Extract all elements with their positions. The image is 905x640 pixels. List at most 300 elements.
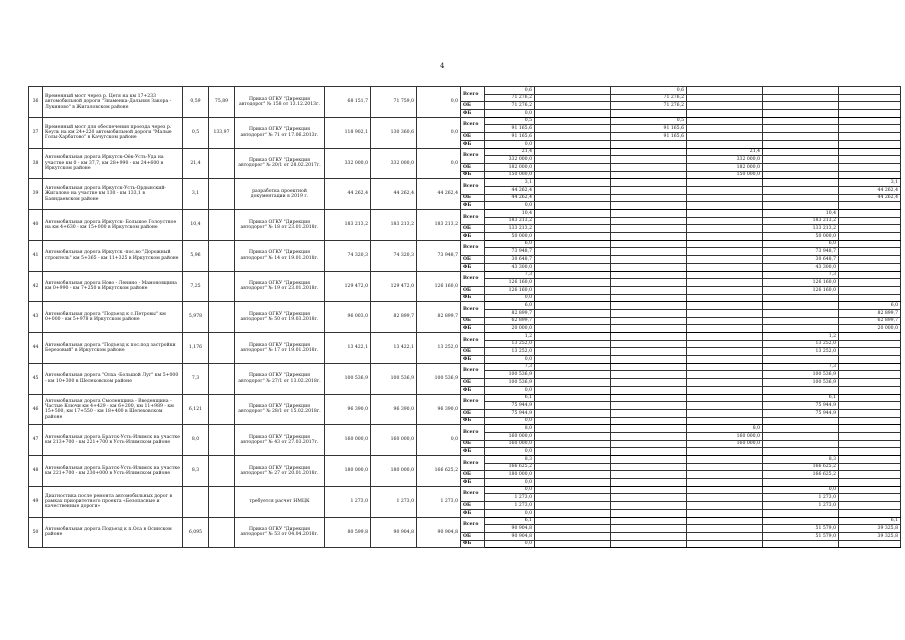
amount-cell: 0,0 [485, 386, 535, 394]
planned-cost: 82 899,7 [417, 302, 461, 333]
amount-cell: 44 262,4 [485, 194, 535, 202]
amount-cell: 8,0 [485, 425, 535, 433]
amount-cell [763, 517, 839, 525]
amount-cell [535, 102, 611, 110]
amount-cell [839, 432, 901, 440]
label-federal-budget: ФБ [461, 479, 485, 487]
amount-cell: 100 536,9 [485, 371, 535, 379]
amount-cell: 91 165,6 [611, 133, 687, 141]
amount-cell [611, 502, 687, 510]
amount-cell [839, 494, 901, 502]
amount-cell [535, 471, 611, 479]
amount-cell [611, 386, 687, 394]
amount-cell: 44 262,4 [839, 186, 901, 194]
amount-cell [535, 394, 611, 402]
cost-per-km [209, 517, 235, 548]
planned-cost: 0,0 [417, 117, 461, 148]
amount-cell: 75 944,9 [485, 402, 535, 410]
amount-cell: 160 000,0 [485, 440, 535, 448]
amount-cell: 71 276,2 [485, 94, 535, 102]
amount-cell [535, 356, 611, 364]
amount-cell: 6,0 [763, 240, 839, 248]
document-ref: требуется расчет НМЦК [235, 486, 325, 517]
amount-cell [535, 417, 611, 425]
label-regional-budget: ОБ [461, 317, 485, 325]
amount-cell [687, 102, 763, 110]
amount-cell [611, 409, 687, 417]
amount-cell [687, 233, 763, 241]
amount-cell [535, 140, 611, 148]
amount-cell [763, 102, 839, 110]
cost-per-km [209, 333, 235, 364]
table-row [29, 87, 901, 95]
table-row [29, 179, 901, 187]
amount-cell [839, 263, 901, 271]
amount-cell [611, 456, 687, 464]
label-federal-budget: ФБ [461, 540, 485, 548]
amount-cell: 1 273,0 [763, 502, 839, 510]
amount-cell [611, 494, 687, 502]
estimated-cost: 332 000,0 [325, 148, 371, 179]
amount-cell [611, 340, 687, 348]
object-name: Временный мост через р. Цетя на км 17+233 автомобильной дороги "Знаменка-Дальняя Закора - Лукиново" в Жигаловском районе [43, 87, 183, 118]
amount-cell: 75 944,9 [763, 409, 839, 417]
amount-cell [611, 163, 687, 171]
amount-cell: 160 000,0 [687, 432, 763, 440]
amount-cell [611, 263, 687, 271]
amount-cell [687, 448, 763, 456]
amount-cell [535, 371, 611, 379]
amount-cell: 0,0 [485, 140, 535, 148]
length-km: 5,978 [183, 302, 209, 333]
amount-cell [839, 140, 901, 148]
amount-cell [535, 409, 611, 417]
length-km: 8,3 [183, 456, 209, 487]
amount-cell [687, 263, 763, 271]
amount-cell [839, 240, 901, 248]
amount-cell: 51 579,0 [763, 532, 839, 540]
amount-cell [839, 540, 901, 548]
planned-cost: 0,0 [417, 87, 461, 118]
planned-cost: 166 625,2 [417, 456, 461, 487]
road-works-table [28, 86, 901, 548]
planned-cost: 0,0 [417, 148, 461, 179]
document-ref: Приказ ОГКУ "Дирекция автодорог" № 27/1 от 13.02.2018г. [235, 363, 325, 394]
amount-cell [839, 87, 901, 95]
contract-cost: 129 472,0 [371, 271, 417, 302]
amount-cell: 0,0 [485, 356, 535, 364]
amount-cell [687, 286, 763, 294]
amount-cell [687, 502, 763, 510]
amount-cell [611, 210, 687, 218]
row-number: 40 [29, 210, 43, 241]
amount-cell [687, 202, 763, 210]
amount-cell: 75 944,9 [763, 402, 839, 410]
amount-cell [839, 363, 901, 371]
amount-cell: 126 160,0 [763, 279, 839, 287]
row-number: 37 [29, 117, 43, 148]
amount-cell: 1 273,0 [485, 494, 535, 502]
estimated-cost: 160 000,0 [325, 425, 371, 456]
amount-cell [839, 156, 901, 164]
amount-cell [535, 294, 611, 302]
amount-cell: 182 000,0 [687, 163, 763, 171]
amount-cell: 91 165,6 [485, 133, 535, 141]
amount-cell: 1 273,0 [763, 494, 839, 502]
amount-cell [687, 317, 763, 325]
amount-cell [839, 248, 901, 256]
label-federal-budget: ФБ [461, 263, 485, 271]
length-km: 6,095 [183, 517, 209, 548]
amount-cell: 43 300,0 [485, 263, 535, 271]
estimated-cost: 44 262,4 [325, 179, 371, 210]
amount-cell [763, 110, 839, 118]
amount-cell [839, 286, 901, 294]
amount-cell [611, 417, 687, 425]
cost-per-km [209, 240, 235, 271]
amount-cell [687, 525, 763, 533]
amount-cell [839, 394, 901, 402]
amount-cell [535, 517, 611, 525]
label-regional-budget: ОБ [461, 256, 485, 264]
length-km: 21,4 [183, 148, 209, 179]
row-number: 41 [29, 240, 43, 271]
amount-cell [687, 294, 763, 302]
length-km: 5,96 [183, 240, 209, 271]
amount-cell: 126 160,0 [763, 286, 839, 294]
amount-cell: 8,3 [485, 456, 535, 464]
label-federal-budget: ФБ [461, 448, 485, 456]
amount-cell [687, 394, 763, 402]
amount-cell: 20 000,0 [485, 325, 535, 333]
cost-per-km [209, 302, 235, 333]
amount-cell [535, 317, 611, 325]
amount-cell: 180 000,0 [485, 471, 535, 479]
amount-cell [687, 225, 763, 233]
amount-cell [611, 509, 687, 517]
amount-cell [763, 302, 839, 310]
amount-cell: 332 000,0 [485, 156, 535, 164]
amount-cell [611, 294, 687, 302]
amount-cell [611, 463, 687, 471]
amount-cell [535, 171, 611, 179]
table-row [29, 240, 901, 248]
amount-cell: 0,5 [485, 117, 535, 125]
table-row [29, 394, 901, 402]
cost-per-km [209, 456, 235, 487]
table-row [29, 517, 901, 525]
label-total: Всего [461, 148, 485, 163]
planned-cost: 73 948,7 [417, 240, 461, 271]
amount-cell: 3,1 [485, 179, 535, 187]
amount-cell: 0,0 [485, 202, 535, 210]
amount-cell: 6,1 [839, 517, 901, 525]
amount-cell [839, 148, 901, 156]
planned-cost: 44 262,4 [417, 179, 461, 210]
label-total: Всего [461, 210, 485, 225]
row-number: 48 [29, 456, 43, 487]
object-name: Автомобильная дорога Иркутск-Оёк-Усть-Уда на участке км 0 - км 37,7, км 28+990 - км 24+600 в Иркутском районе [43, 148, 183, 179]
amount-cell: 126 160,0 [485, 286, 535, 294]
cost-per-km [209, 179, 235, 210]
document-ref: Приказ ОГКУ "Дирекция автодорог" № 20/1 от 28.02.2017г. [235, 148, 325, 179]
amount-cell [763, 133, 839, 141]
amount-cell [535, 402, 611, 410]
amount-cell: 7,3 [485, 271, 535, 279]
amount-cell [535, 163, 611, 171]
row-number: 46 [29, 394, 43, 425]
object-name: Автомобильная дорога "Олха -Большой Луг" км 5+000 - км 10+300 в Шелеховском районе [43, 363, 183, 394]
amount-cell: 62 899,7 [485, 317, 535, 325]
amount-cell: 160 000,0 [485, 432, 535, 440]
amount-cell [611, 140, 687, 148]
amount-cell [611, 394, 687, 402]
contract-cost: 332 000,0 [371, 148, 417, 179]
amount-cell [839, 409, 901, 417]
row-number: 47 [29, 425, 43, 456]
amount-cell: 1 273,0 [485, 502, 535, 510]
document-ref: Приказ ОГКУ "Дирекция автодорог" № 71 от 17.06.2013г. [235, 117, 325, 148]
amount-cell: 332 000,0 [687, 156, 763, 164]
object-name: Временный мост для обеспечения проезда через р. Кеуль на км 24+220 автомобильной дороги "Малые Голы-Харбатово" в Качугском районе [43, 117, 183, 148]
amount-cell: 166 625,2 [763, 463, 839, 471]
estimated-cost: 100 536,9 [325, 363, 371, 394]
amount-cell [687, 348, 763, 356]
amount-cell [687, 456, 763, 464]
label-federal-budget: ФБ [461, 417, 485, 425]
amount-cell: 0,0 [485, 417, 535, 425]
amount-cell: 73 948,7 [485, 248, 535, 256]
document-ref: Приказ ОГКУ "Дирекция автодорог" № 28/1 от 15.02.2018г. [235, 394, 325, 425]
amount-cell [763, 148, 839, 156]
estimated-cost: 96 390,0 [325, 394, 371, 425]
amount-cell [611, 432, 687, 440]
amount-cell: 6,1 [763, 394, 839, 402]
amount-cell [763, 386, 839, 394]
amount-cell [535, 271, 611, 279]
amount-cell [839, 440, 901, 448]
amount-cell [839, 386, 901, 394]
document-ref: Приказ ОГКУ "Дирекция автодорог" № 50 от 19.03.2018г. [235, 302, 325, 333]
amount-cell [839, 233, 901, 241]
amount-cell [687, 486, 763, 494]
amount-cell: 91 165,6 [485, 125, 535, 133]
amount-cell [839, 110, 901, 118]
amount-cell: 21,4 [485, 148, 535, 156]
amount-cell [839, 163, 901, 171]
amount-cell [535, 532, 611, 540]
table-row [29, 148, 901, 156]
cost-per-km [209, 363, 235, 394]
label-total: Всего [461, 302, 485, 317]
amount-cell: 13 252,0 [763, 348, 839, 356]
object-name: Автомобильная дорога Смоленщина - Введенщина - Частые Ключи км 4+429 - км 6+200, км 11+989 - км 15+500, км 17+550 - км 18+400 в Шелеховском районе [43, 394, 183, 425]
amount-cell: 13 252,0 [485, 348, 535, 356]
amount-cell [535, 186, 611, 194]
amount-cell [687, 117, 763, 125]
label-total: Всего [461, 517, 485, 532]
amount-cell: 0,6 [485, 87, 535, 95]
amount-cell [611, 363, 687, 371]
planned-cost: 1 273,0 [417, 486, 461, 517]
amount-cell: 73 948,7 [763, 248, 839, 256]
amount-cell [611, 317, 687, 325]
amount-cell [839, 463, 901, 471]
amount-cell [839, 402, 901, 410]
amount-cell [839, 456, 901, 464]
amount-cell [763, 509, 839, 517]
estimated-cost: 68 151,7 [325, 87, 371, 118]
label-federal-budget: ФБ [461, 233, 485, 241]
amount-cell: 82 899,7 [485, 309, 535, 317]
amount-cell [611, 471, 687, 479]
amount-cell [763, 179, 839, 187]
label-regional-budget: ОБ [461, 532, 485, 540]
amount-cell: 0,0 [485, 479, 535, 487]
amount-cell [535, 133, 611, 141]
length-km: 6,121 [183, 394, 209, 425]
estimated-cost: 96 003,0 [325, 302, 371, 333]
amount-cell [839, 125, 901, 133]
amount-cell [535, 248, 611, 256]
amount-cell [763, 425, 839, 433]
amount-cell [535, 302, 611, 310]
amount-cell [839, 417, 901, 425]
amount-cell [763, 294, 839, 302]
row-number: 36 [29, 87, 43, 118]
label-regional-budget: ОБ [461, 409, 485, 417]
label-total: Всего [461, 240, 485, 255]
amount-cell: 62 899,7 [839, 317, 901, 325]
amount-cell [611, 540, 687, 548]
amount-cell: 100 536,9 [763, 379, 839, 387]
amount-cell: 71 276,2 [611, 102, 687, 110]
amount-cell [687, 371, 763, 379]
amount-cell [687, 133, 763, 141]
label-total: Всего [461, 179, 485, 194]
amount-cell: 183 213,2 [763, 217, 839, 225]
label-federal-budget: ФБ [461, 110, 485, 118]
amount-cell: 100 536,9 [485, 379, 535, 387]
amount-cell [839, 117, 901, 125]
amount-cell: 166 625,2 [763, 471, 839, 479]
amount-cell: 30 648,7 [763, 256, 839, 264]
amount-cell: 160 000,0 [687, 440, 763, 448]
amount-cell [839, 502, 901, 510]
table-row [29, 210, 901, 218]
amount-cell [687, 194, 763, 202]
document-ref: разработка проектной документации в 2019 г. [235, 179, 325, 210]
amount-cell [687, 309, 763, 317]
amount-cell [535, 156, 611, 164]
amount-cell: 0,0 [485, 294, 535, 302]
contract-cost: 183 213,2 [371, 210, 417, 241]
amount-cell: 6,0 [839, 302, 901, 310]
amount-cell [687, 87, 763, 95]
amount-cell [535, 379, 611, 387]
length-km [183, 486, 209, 517]
amount-cell [611, 171, 687, 179]
amount-cell [611, 448, 687, 456]
amount-cell [687, 517, 763, 525]
amount-cell [687, 509, 763, 517]
amount-cell [839, 425, 901, 433]
amount-cell [687, 302, 763, 310]
object-name: Автомобильная дорога Ново - Ленино - Мамоновщина км 0+990 - км 7+250 в Иркутском районе [43, 271, 183, 302]
amount-cell: 82 899,7 [839, 309, 901, 317]
amount-cell [839, 379, 901, 387]
amount-cell [535, 363, 611, 371]
label-federal-budget: ФБ [461, 356, 485, 364]
length-km: 7,25 [183, 271, 209, 302]
planned-cost: 0,0 [417, 425, 461, 456]
amount-cell [535, 87, 611, 95]
amount-cell [839, 471, 901, 479]
amount-cell [687, 125, 763, 133]
amount-cell [611, 302, 687, 310]
amount-cell [687, 363, 763, 371]
row-number: 43 [29, 302, 43, 333]
amount-cell [611, 479, 687, 487]
amount-cell [535, 117, 611, 125]
amount-cell: 20 000,0 [839, 325, 901, 333]
amount-cell: 150 000,0 [485, 171, 535, 179]
amount-cell [535, 448, 611, 456]
amount-cell [535, 486, 611, 494]
amount-cell [687, 94, 763, 102]
amount-cell [687, 402, 763, 410]
amount-cell [763, 479, 839, 487]
cost-per-km [209, 394, 235, 425]
estimated-cost: 1 273,0 [325, 486, 371, 517]
amount-cell: 91 165,6 [611, 125, 687, 133]
label-total: Всего [461, 486, 485, 501]
label-regional-budget: ОБ [461, 133, 485, 141]
amount-cell: 0,6 [611, 87, 687, 95]
document-ref: Приказ ОГКУ "Дирекция автодорог" № 18 от 23.01.2018г. [235, 210, 325, 241]
document-ref: Приказ ОГКУ "Дирекция автодорог" № 27 от 20.01.2018г. [235, 456, 325, 487]
contract-cost: 74 320,3 [371, 240, 417, 271]
table-row [29, 456, 901, 464]
amount-cell: 6,1 [485, 394, 535, 402]
amount-cell [687, 386, 763, 394]
label-total: Всего [461, 87, 485, 102]
amount-cell [839, 509, 901, 517]
amount-cell [687, 217, 763, 225]
amount-cell: 75 944,9 [485, 409, 535, 417]
amount-cell [611, 309, 687, 317]
amount-cell [535, 125, 611, 133]
amount-cell [687, 471, 763, 479]
amount-cell: 3,1 [839, 179, 901, 187]
object-name: Автомобильная дорога Подъезд к п.Оса в Осинском районе [43, 517, 183, 548]
amount-cell [535, 540, 611, 548]
row-number: 42 [29, 271, 43, 302]
amount-cell [839, 486, 901, 494]
label-regional-budget: ОБ [461, 163, 485, 171]
amount-cell: 1,2 [485, 333, 535, 341]
amount-cell [611, 356, 687, 364]
planned-cost: 90 904,8 [417, 517, 461, 548]
estimated-cost: 13 422,1 [325, 333, 371, 364]
amount-cell [687, 256, 763, 264]
amount-cell [535, 525, 611, 533]
estimated-cost: 129 472,0 [325, 271, 371, 302]
amount-cell: 0,0 [485, 110, 535, 118]
amount-cell [687, 417, 763, 425]
table-row [29, 333, 901, 341]
amount-cell: 0,0 [485, 540, 535, 548]
